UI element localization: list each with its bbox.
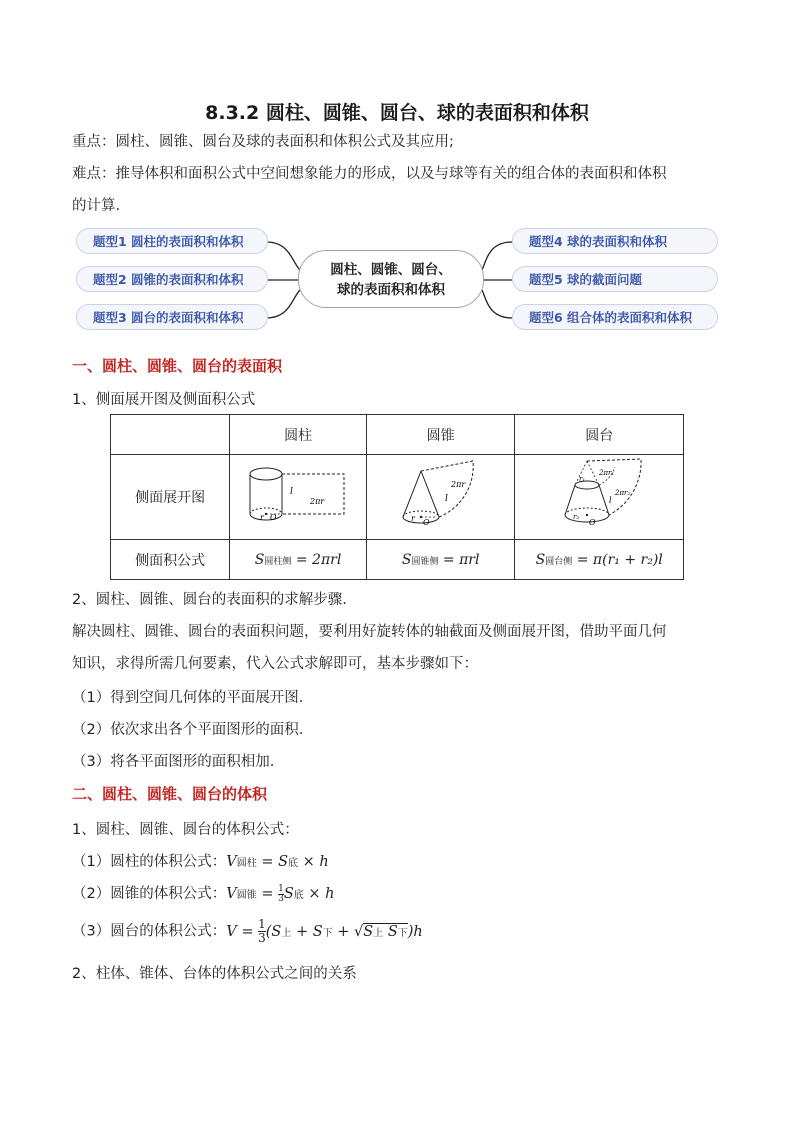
fraction-numerator: 1 xyxy=(278,883,284,894)
section1-paragraph-line1: 解决圆柱、圆锥、圆台的表面积问题，要利用好旋转体的轴截面及侧面展开图，借助平面几何 xyxy=(72,624,667,640)
formula-S: S xyxy=(283,886,294,902)
frustum-lateral-formula xyxy=(536,552,663,568)
surface-area-table xyxy=(110,414,684,580)
formula-eq: = xyxy=(261,854,274,870)
formula-eq: = xyxy=(241,923,254,940)
frustum-volume-line xyxy=(72,918,423,945)
formula-S: S xyxy=(535,551,546,568)
frustum-label-2pir1: 2πr₁ xyxy=(599,469,615,477)
frustum-formula-cell xyxy=(515,540,684,580)
formula-S: S xyxy=(363,923,374,940)
formula-sub: 下 xyxy=(397,927,408,939)
cylinder-label-r: r xyxy=(260,513,264,522)
difficulty-text-line2: 的计算. xyxy=(72,198,121,214)
formula-sub: 下 xyxy=(322,927,333,939)
section2-item1: 1、圆柱、圆锥、圆台的体积公式： xyxy=(72,822,299,838)
mindmap-node-type6: 题型6 组合体的表面积和体积 xyxy=(512,304,718,330)
difficulty-text-line1: 难点：推导体积和面积公式中空间想象能力的形成，以及与球等有关的组合体的表面积和体积 xyxy=(72,166,667,182)
section1-paragraph-line2: 知识，求得所需几何要素，代入公式求解即可，基本步骤如下： xyxy=(72,656,478,672)
cone-lateral-formula xyxy=(402,552,480,568)
formula-h: h xyxy=(413,923,423,940)
frustum-label-l: l xyxy=(609,496,612,505)
frustum-label-r1: r₁ xyxy=(579,475,586,483)
frustum-label-O: O xyxy=(589,518,596,527)
cylinder-volume-line xyxy=(72,850,329,871)
cylinder-volume-formula xyxy=(226,854,329,870)
formula-h: h xyxy=(319,854,329,870)
formula-rhs: = 2πrl xyxy=(295,551,342,568)
frustum-label-2pir2: 2πr₂ xyxy=(615,489,631,497)
section2-item2: 2、柱体、锥体、台体的体积公式之间的关系 xyxy=(72,966,357,982)
formula-eq: = xyxy=(261,886,274,902)
cone-label-l: l xyxy=(444,494,448,504)
cone-volume-line xyxy=(72,882,334,904)
key-point-text: 重点：圆柱、圆锥、圆台及球的表面积和体积公式及其应用; xyxy=(72,134,454,150)
frustum-net-cell xyxy=(515,455,684,540)
cone-label-O: O xyxy=(422,518,430,527)
formula-sub: 底 xyxy=(288,858,299,869)
fraction-denominator: 3 xyxy=(258,931,266,945)
section2-heading: 二、圆柱、圆锥、圆台的体积 xyxy=(72,785,268,803)
cone-formula-cell xyxy=(366,540,515,580)
fraction-one-third xyxy=(258,918,266,945)
formula-times: × xyxy=(302,854,315,870)
formula-h: h xyxy=(325,886,335,902)
mindmap-node-type3: 题型3 圆台的表面积和体积 xyxy=(76,304,268,330)
table-row-label-formula: 侧面积公式 xyxy=(111,540,230,580)
page-title: 8.3.2 圆柱、圆锥、圆台、球的表面积和体积 xyxy=(205,102,589,124)
frustum-net-figure xyxy=(529,455,669,535)
fraction-denominator: 3 xyxy=(278,893,284,904)
table-corner-cell xyxy=(111,415,230,455)
cylinder-net-cell xyxy=(230,455,367,540)
formula-sub: 圆柱侧 xyxy=(264,556,292,567)
formula-sub: 圆台侧 xyxy=(545,556,573,567)
cone-label-r: r xyxy=(410,514,415,523)
formula-S: S xyxy=(387,923,398,940)
formula-sub: 上 xyxy=(373,927,384,939)
section1-item2: 2、圆柱、圆锥、圆台的表面积的求解步骤. xyxy=(72,592,347,608)
table-header-cylinder: 圆柱 xyxy=(230,415,367,455)
cone-volume-formula xyxy=(226,883,335,904)
formula-V: V xyxy=(226,923,237,940)
cone-net-cell xyxy=(366,455,515,540)
frustum-volume-label: （3）圆台的体积公式： xyxy=(72,923,227,940)
formula-V: V xyxy=(226,854,237,870)
formula-times: × xyxy=(308,886,321,902)
formula-S: S xyxy=(401,551,412,568)
mindmap-center-node xyxy=(298,250,484,308)
table-header-frustum: 圆台 xyxy=(515,415,684,455)
formula-S: S xyxy=(271,923,282,940)
cylinder-label-O: O xyxy=(270,513,277,522)
formula-sub: 圆锥侧 xyxy=(411,556,439,567)
cone-net-figure xyxy=(381,455,501,535)
frustum-volume-formula: V = $\frac{1}{3}$ (S上 + S下 + √S上 S下)h xyxy=(226,917,423,945)
table-header-cone: 圆锥 xyxy=(366,415,515,455)
formula-rhs: = πrl xyxy=(442,551,480,568)
cone-volume-label: （2）圆锥的体积公式： xyxy=(72,886,227,902)
sqrt-body xyxy=(363,923,407,940)
mindmap-center-line2: 球的表面积和体积 xyxy=(337,282,445,298)
formula-V: V xyxy=(226,886,237,902)
cylinder-volume-label: （1）圆柱的体积公式： xyxy=(72,854,227,870)
cylinder-label-l: l xyxy=(290,487,293,497)
step-2: （2）依次求出各个平面图形的面积. xyxy=(72,722,304,738)
formula-sub: 上 xyxy=(281,927,292,939)
formula-rhs: = π(r₁ + r₂)l xyxy=(576,551,663,568)
section1-heading: 一、圆柱、圆锥、圆台的表面积 xyxy=(72,357,283,375)
formula-sub: 圆柱 xyxy=(236,858,257,869)
formula-S: S xyxy=(278,854,289,870)
fraction-numerator: 1 xyxy=(258,917,266,931)
step-3: （3）将各平面图形的面积相加. xyxy=(72,754,275,770)
mindmap-center-line1: 圆柱、圆锥、圆台、 xyxy=(330,262,452,278)
mindmap-node-type1: 题型1 圆柱的表面积和体积 xyxy=(76,228,268,254)
mindmap-node-type4: 题型4 球的表面积和体积 xyxy=(512,228,718,254)
formula-sub: 圆锥 xyxy=(236,890,257,901)
frustum-label-r2: r₂ xyxy=(573,513,580,521)
mindmap-node-type5: 题型5 球的截面问题 xyxy=(512,266,718,292)
cone-label-2pir: 2πr xyxy=(450,480,465,489)
cylinder-formula-cell xyxy=(230,540,367,580)
mindmap-node-type2: 题型2 圆锥的表面积和体积 xyxy=(76,266,268,292)
section1-item1: 1、侧面展开图及侧面积公式 xyxy=(72,392,256,408)
cylinder-net-figure xyxy=(238,460,358,530)
step-1: （1）得到空间几何体的平面展开图. xyxy=(72,690,304,706)
cylinder-lateral-formula xyxy=(255,552,342,568)
formula-S: S xyxy=(312,923,323,940)
formula-sub: 底 xyxy=(293,890,304,901)
cylinder-label-2pir: 2πr xyxy=(310,497,325,506)
formula-S: S xyxy=(254,551,265,568)
table-row-label-net: 侧面展开图 xyxy=(111,455,230,540)
